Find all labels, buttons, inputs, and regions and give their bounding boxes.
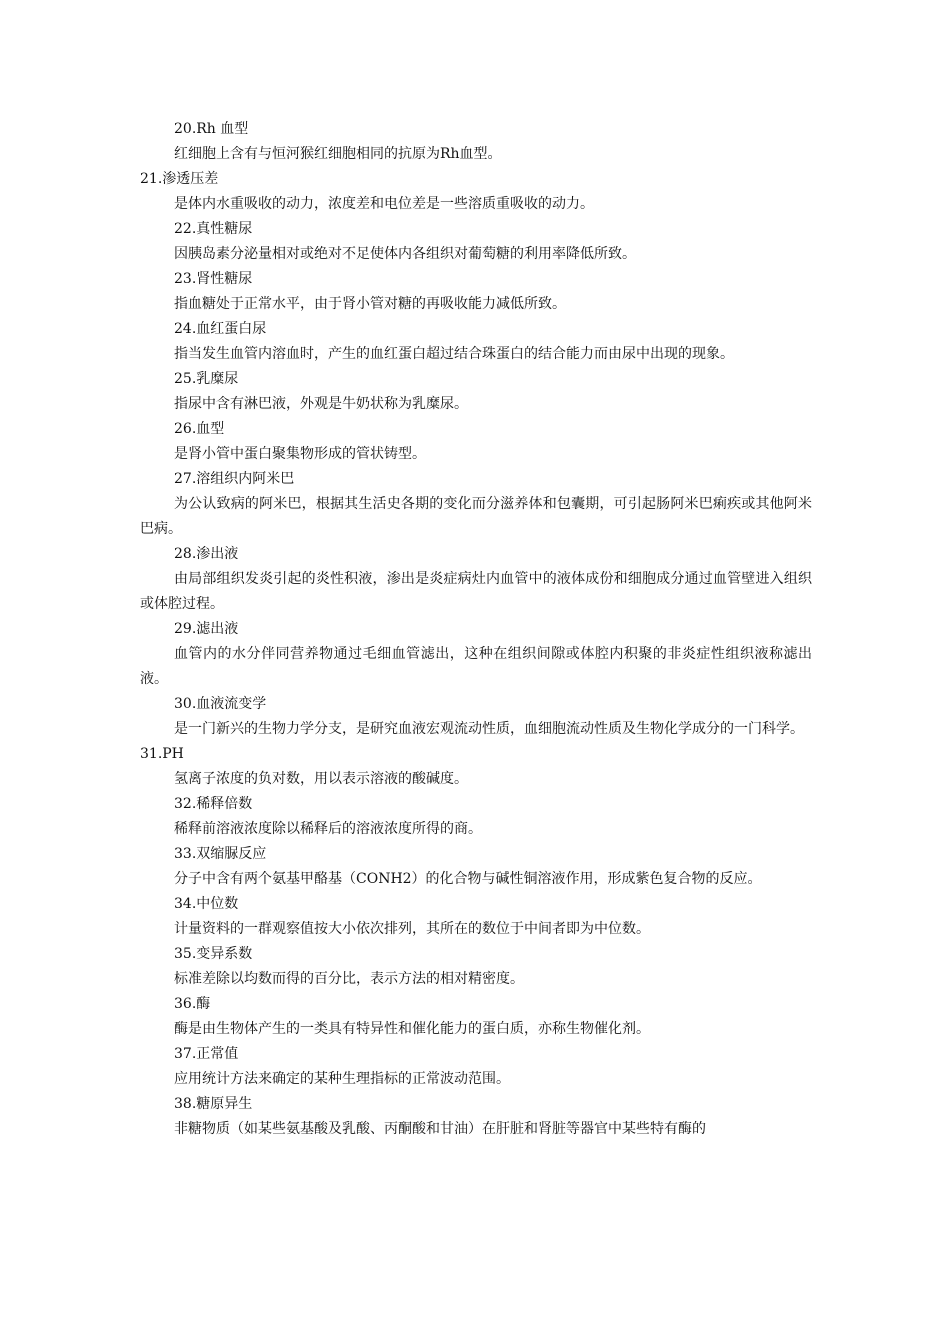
term-heading: 24.血红蛋白尿 bbox=[174, 321, 267, 337]
entry-31 bbox=[140, 742, 812, 792]
term-definition: 标准差除以均数而得的百分比，表示方法的相对精密度。 bbox=[174, 971, 524, 987]
entry-23 bbox=[140, 267, 812, 317]
entry-28 bbox=[140, 542, 812, 617]
term-heading: 38.糖原异生 bbox=[174, 1096, 253, 1112]
term-heading: 28.渗出液 bbox=[174, 546, 239, 562]
term-definition: 为公认致病的阿米巴，根据其生活史各期的变化而分滋养体和包囊期，可引起肠阿米巴痢疾或其他阿米巴病。 bbox=[140, 496, 812, 537]
term-definition: 指当发生血管内溶血时，产生的血红蛋白超过结合珠蛋白的结合能力而由尿中出现的现象。 bbox=[174, 346, 734, 362]
term-definition: 是体内水重吸收的动力，浓度差和电位差是一些溶质重吸收的动力。 bbox=[174, 196, 594, 212]
entry-30 bbox=[140, 692, 812, 742]
entry-27 bbox=[140, 467, 812, 542]
term-heading: 30.血液流变学 bbox=[174, 696, 267, 712]
entry-32 bbox=[140, 792, 812, 842]
entry-25 bbox=[140, 367, 812, 417]
entry-21 bbox=[140, 167, 812, 217]
term-definition: 分子中含有两个氨基甲酪基（CONH2）的化合物与碱性铜溶液作用，形成紫色复合物的反应。 bbox=[174, 871, 762, 887]
term-definition: 是肾小管中蛋白聚集物形成的管状铸型。 bbox=[174, 446, 426, 462]
term-heading: 34.中位数 bbox=[174, 896, 239, 912]
term-heading: 31.PH bbox=[140, 746, 184, 762]
entry-26 bbox=[140, 417, 812, 467]
entry-36 bbox=[140, 992, 812, 1042]
entry-29 bbox=[140, 617, 812, 692]
entry-38 bbox=[140, 1092, 812, 1142]
term-heading: 23.肾性糖尿 bbox=[174, 271, 253, 287]
term-definition: 由局部组织发炎引起的炎性积液，渗出是炎症病灶内血管中的液体成份和细胞成分通过血管壁进入组织或体腔过程。 bbox=[140, 571, 812, 612]
term-heading: 27.溶组织内阿米巴 bbox=[174, 471, 295, 487]
term-heading: 35.变异系数 bbox=[174, 946, 253, 962]
entry-37 bbox=[140, 1042, 812, 1092]
document-page bbox=[140, 117, 812, 1142]
entry-22 bbox=[140, 217, 812, 267]
term-heading: 25.乳糜尿 bbox=[174, 371, 239, 387]
term-heading: 22.真性糖尿 bbox=[174, 221, 253, 237]
term-heading: 21.渗透压差 bbox=[140, 171, 219, 187]
entry-24 bbox=[140, 317, 812, 367]
term-definition: 氢离子浓度的负对数，用以表示溶液的酸碱度。 bbox=[174, 771, 468, 787]
term-heading: 37.正常值 bbox=[174, 1046, 239, 1062]
term-definition: 非糖物质（如某些氨基酸及乳酸、丙酮酸和甘油）在肝脏和肾脏等器官中某些特有酶的 bbox=[174, 1121, 706, 1137]
term-heading: 29.滤出液 bbox=[174, 621, 239, 637]
term-definition: 因胰岛素分泌量相对或绝对不足使体内各组织对葡萄糖的利用率降低所致。 bbox=[174, 246, 636, 262]
term-definition: 血管内的水分伴同营养物通过毛细血管滤出，这种在组织间隙或体腔内积聚的非炎症性组织液称滤出液。 bbox=[140, 646, 812, 687]
entry-34 bbox=[140, 892, 812, 942]
term-heading: 33.双缩脲反应 bbox=[174, 846, 267, 862]
term-definition: 酶是由生物体产生的一类具有特异性和催化能力的蛋白质，亦称生物催化剂。 bbox=[174, 1021, 650, 1037]
term-heading: 32.稀释倍数 bbox=[174, 796, 253, 812]
term-heading: 36.酶 bbox=[174, 996, 211, 1012]
term-definition: 指血糖处于正常水平，由于肾小管对糖的再吸收能力减低所致。 bbox=[174, 296, 566, 312]
entry-20 bbox=[140, 117, 812, 167]
entry-35 bbox=[140, 942, 812, 992]
term-definition: 指尿中含有淋巴液，外观是牛奶状称为乳糜尿。 bbox=[174, 396, 468, 412]
term-heading: 26.血型 bbox=[174, 421, 225, 437]
term-heading: 20.Rh 血型 bbox=[174, 121, 249, 137]
term-definition: 红细胞上含有与恒河猴红细胞相同的抗原为Rh血型。 bbox=[174, 146, 502, 162]
term-definition: 应用统计方法来确定的某种生理指标的正常波动范围。 bbox=[174, 1071, 510, 1087]
term-definition: 计量资料的一群观察值按大小依次排列，其所在的数位于中间者即为中位数。 bbox=[174, 921, 650, 937]
term-definition: 是一门新兴的生物力学分支，是研究血液宏观流动性质，血细胞流动性质及生物化学成分的一门科学。 bbox=[174, 721, 804, 737]
term-definition: 稀释前溶液浓度除以稀释后的溶液浓度所得的商。 bbox=[174, 821, 482, 837]
entry-33 bbox=[140, 842, 812, 892]
